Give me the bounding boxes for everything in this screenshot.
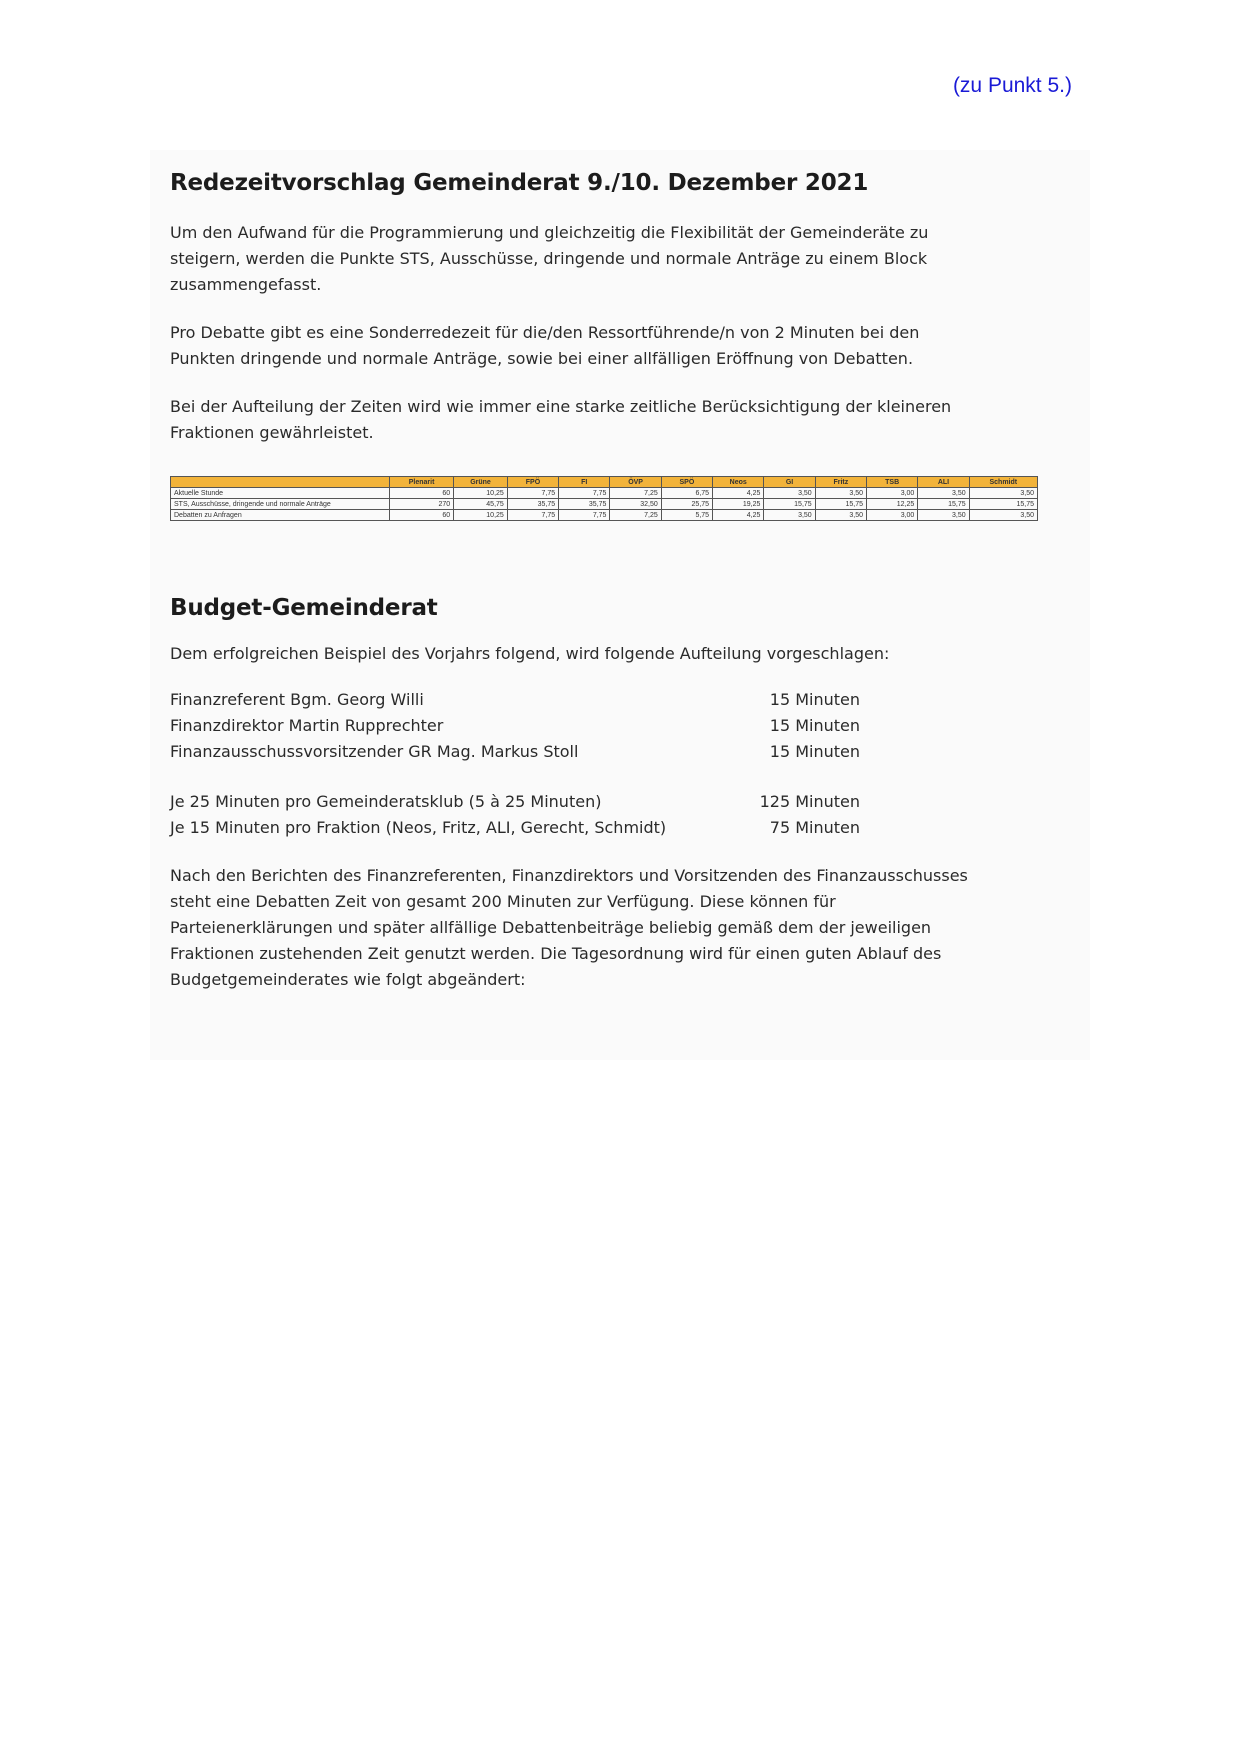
allocation-speaker: Je 15 Minuten pro Fraktion (Neos, Fritz, ALI, Gerecht, Schmidt) (170, 818, 667, 837)
allocation-row (170, 713, 1050, 739)
table-cell: 7,25 (610, 488, 661, 499)
table-cell: 15,75 (918, 499, 969, 510)
text-line: Fraktionen gewährleistet. (170, 423, 374, 442)
column-header: GI (764, 477, 815, 488)
column-header: Fritz (815, 477, 866, 488)
column-header: Schmidt (969, 477, 1037, 488)
column-header: SPÖ (661, 477, 712, 488)
table-cell: 3,50 (815, 510, 866, 521)
table-cell: 3,50 (969, 510, 1037, 521)
allocation-list (170, 687, 1050, 765)
allocation-row (170, 739, 1050, 765)
column-header: ÖVP (610, 477, 661, 488)
column-header: FPÖ (507, 477, 558, 488)
text-line: Um den Aufwand für die Programmierung und gleichzeitig die Flexibilität der Gemeinderäte zu (170, 223, 929, 242)
table-cell: 25,75 (661, 499, 712, 510)
table-cell: 3,50 (764, 488, 815, 499)
table-cell: 15,75 (764, 499, 815, 510)
table-cell: 4,25 (713, 488, 764, 499)
allocation-speaker: Je 25 Minuten pro Gemeinderatsklub (5 à 25 Minuten) (170, 792, 602, 811)
speaking-time-table (170, 476, 1038, 521)
table-cell: 3,50 (918, 510, 969, 521)
table-cell: 7,75 (507, 510, 558, 521)
allocation-speaker: Finanzdirektor Martin Rupprechter (170, 716, 444, 735)
table-cell: 60 (390, 488, 454, 499)
table-cell: 15,75 (969, 499, 1037, 510)
table-cell: 3,50 (969, 488, 1037, 499)
paragraph-allocation (170, 394, 1050, 446)
table-cell: 60 (390, 510, 454, 521)
column-header: TSB (867, 477, 918, 488)
allocation-speaker: Finanzausschussvorsitzender GR Mag. Markus Stoll (170, 742, 579, 761)
table-cell: 10,25 (454, 510, 508, 521)
text-line: Budgetgemeinderates wie folgt abgeändert: (170, 970, 526, 989)
allocation-time: 15 Minuten (769, 690, 860, 709)
allocation-row (170, 687, 1050, 713)
table-cell: 3,50 (918, 488, 969, 499)
table-cell: 3,50 (815, 488, 866, 499)
agenda-reference: (zu Punkt 5.) (952, 74, 1072, 97)
table-cell: 15,75 (815, 499, 866, 510)
row-label-cell: STS, Ausschüsse, dringende und normale Anträge (171, 499, 390, 510)
table-cell: 270 (390, 499, 454, 510)
table-cell: 3,00 (867, 510, 918, 521)
allocation-row (170, 789, 1050, 815)
allocation-list-groups (170, 789, 1050, 841)
table-cell: 7,25 (610, 510, 661, 521)
allocation-row (170, 815, 1050, 841)
table-cell: 6,75 (661, 488, 712, 499)
table-cell: 12,25 (867, 499, 918, 510)
text-line: Punkten dringende und normale Anträge, sowie bei einer allfälligen Eröffnung von Debatten. (170, 349, 914, 368)
table-cell: 19,25 (713, 499, 764, 510)
text-line: Pro Debatte gibt es eine Sonderredezeit für die/den Ressortführende/n von 2 Minuten bei den (170, 323, 920, 342)
text-line: zusammengefasst. (170, 275, 322, 294)
text-line: steht eine Debatten Zeit von gesamt 200 Minuten zur Verfügung. Diese können für (170, 892, 836, 911)
section-title-budget: Budget-Gemeinderat (170, 595, 438, 621)
paragraph-special-time (170, 320, 1050, 372)
table-cell: 7,75 (559, 510, 610, 521)
section-title-speaking-time: Redezeitvorschlag Gemeinderat 9./10. Dezember 2021 (170, 170, 869, 196)
allocation-time: 15 Minuten (769, 742, 860, 761)
closing-paragraph (170, 863, 1050, 993)
allocation-time: 75 Minuten (769, 818, 860, 837)
text-line: Parteienerklärungen und später allfällige Debattenbeiträge beliebig gemäß dem der jeweiligen (170, 918, 932, 937)
table-cell: 35,75 (559, 499, 610, 510)
column-header: Plenarit (390, 477, 454, 488)
paragraph-programming (170, 220, 1050, 298)
column-header: ALI (918, 477, 969, 488)
row-label-cell: Aktuelle Stunde (171, 488, 390, 499)
table-cell: 7,75 (559, 488, 610, 499)
allocation-time: 125 Minuten (759, 792, 860, 811)
table-cell: 35,75 (507, 499, 558, 510)
column-header: Grüne (454, 477, 508, 488)
table-cell: 5,75 (661, 510, 712, 521)
budget-intro: Dem erfolgreichen Beispiel des Vorjahrs folgend, wird folgende Aufteilung vorgeschlagen: (170, 644, 890, 663)
text-line: Fraktionen zustehenden Zeit genutzt werden. Die Tagesordnung wird für einen guten Ablauf des (170, 944, 942, 963)
table-cell: 4,25 (713, 510, 764, 521)
table-cell: 7,75 (507, 488, 558, 499)
column-header (171, 477, 390, 488)
text-line: Bei der Aufteilung der Zeiten wird wie immer eine starke zeitliche Berücksichtigung der kleineren (170, 397, 952, 416)
document-content (170, 170, 1050, 993)
table-header-row (171, 477, 1038, 488)
table-cell: 32,50 (610, 499, 661, 510)
text-line: Nach den Berichten des Finanzreferenten, Finanzdirektors und Vorsitzenden des Finanzausschusses (170, 866, 968, 885)
table-cell: 3,50 (764, 510, 815, 521)
table-cell: 10,25 (454, 488, 508, 499)
table-cell: 45,75 (454, 499, 508, 510)
row-label-cell: Debatten zu Anfragen (171, 510, 390, 521)
text-line: steigern, werden die Punkte STS, Ausschüsse, dringende und normale Anträge zu einem Block (170, 249, 928, 268)
table-cell: 3,00 (867, 488, 918, 499)
table-row (171, 488, 1038, 499)
allocation-speaker: Finanzreferent Bgm. Georg Willi (170, 690, 424, 709)
table-row (171, 510, 1038, 521)
column-header: FI (559, 477, 610, 488)
column-header: Neos (713, 477, 764, 488)
allocation-time: 15 Minuten (769, 716, 860, 735)
table-row (171, 499, 1038, 510)
